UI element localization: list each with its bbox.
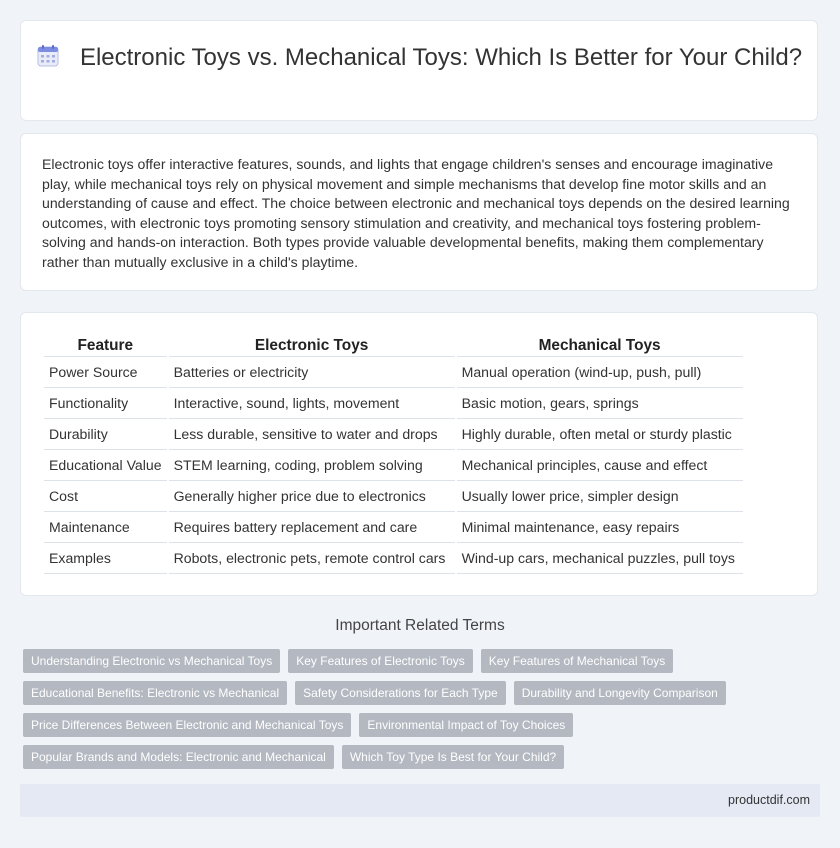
electronic-cell: Batteries or electricity: [169, 357, 455, 388]
mechanical-cell: Manual operation (wind-up, push, pull): [457, 357, 743, 388]
page-title-wrap: [21, 43, 817, 72]
comparison-card: [20, 312, 818, 596]
feature-cell: Cost: [44, 481, 167, 512]
comparison-table: [42, 333, 745, 574]
tag-row: [23, 745, 803, 769]
table-row: [44, 388, 743, 419]
mechanical-cell: Usually lower price, simpler design: [457, 481, 743, 512]
intro-card: [20, 133, 818, 291]
feature-cell: Functionality: [44, 388, 167, 419]
related-term-tag[interactable]: Which Toy Type Is Best for Your Child?: [342, 745, 564, 769]
related-term-tag[interactable]: Durability and Longevity Comparison: [514, 681, 726, 705]
feature-cell: Examples: [44, 543, 167, 574]
header-mechanical: Mechanical Toys: [457, 333, 743, 357]
page-title: Electronic Toys vs. Mechanical Toys: Which Is Better for Your Child?: [79, 44, 803, 71]
electronic-cell: Generally higher price due to electronics: [169, 481, 455, 512]
related-term-tag[interactable]: Safety Considerations for Each Type: [295, 681, 506, 705]
feature-cell: Maintenance: [44, 512, 167, 543]
related-term-tag[interactable]: Understanding Electronic vs Mechanical Toys: [23, 649, 280, 673]
electronic-cell: Less durable, sensitive to water and drops: [169, 419, 455, 450]
table-body: [44, 357, 743, 574]
calendar-icon: [36, 44, 60, 68]
electronic-cell: STEM learning, coding, problem solving: [169, 450, 455, 481]
header-feature: Feature: [44, 333, 167, 357]
table-header-row: [44, 333, 743, 357]
electronic-cell: Requires battery replacement and care: [169, 512, 455, 543]
table-row: [44, 450, 743, 481]
tag-row: [23, 713, 803, 737]
related-term-tag[interactable]: Key Features of Electronic Toys: [288, 649, 473, 673]
table-row: [44, 481, 743, 512]
mechanical-cell: Basic motion, gears, springs: [457, 388, 743, 419]
tag-row: [23, 649, 803, 673]
related-term-tag[interactable]: Price Differences Between Electronic and Mechanical Toys: [23, 713, 351, 737]
mechanical-cell: Highly durable, often metal or sturdy plastic: [457, 419, 743, 450]
related-terms-title: Important Related Terms: [335, 617, 505, 634]
related-term-tag[interactable]: Popular Brands and Models: Electronic and Mechanical: [23, 745, 334, 769]
related-term-tag[interactable]: Environmental Impact of Toy Choices: [359, 713, 573, 737]
mechanical-cell: Mechanical principles, cause and effect: [457, 450, 743, 481]
title-card: [20, 20, 818, 121]
mechanical-cell: Wind-up cars, mechanical puzzles, pull toys: [457, 543, 743, 574]
table-row: [44, 543, 743, 574]
footer-site[interactable]: productdif.com: [728, 793, 810, 807]
table-row: [44, 357, 743, 388]
footer: [20, 784, 820, 817]
mechanical-cell: Minimal maintenance, easy repairs: [457, 512, 743, 543]
related-term-tag[interactable]: Educational Benefits: Electronic vs Mechanical: [23, 681, 287, 705]
header-electronic: Electronic Toys: [169, 333, 455, 357]
feature-cell: Power Source: [44, 357, 167, 388]
related-term-tag[interactable]: Key Features of Mechanical Toys: [481, 649, 674, 673]
feature-cell: Educational Value: [44, 450, 167, 481]
tag-row: [23, 681, 803, 705]
feature-cell: Durability: [44, 419, 167, 450]
table-row: [44, 512, 743, 543]
intro-paragraph: Electronic toys offer interactive features, sounds, and lights that engage children's senses and encourage imaginative play, while mechanical toys rely on physical movement and simple mechanisms that develop fine motor skills and an understanding of cause and effect. The choice between electronic and mechanical toys depends on the desired learning outcomes, with electronic toys promoting sensory stimulation and creativity, and mechanical toys fostering problem-solving and hands-on interaction. Both types provide valuable developmental benefits, making them complementary rather than mutually exclusive in a child's playtime.: [42, 156, 790, 270]
electronic-cell: Interactive, sound, lights, movement: [169, 388, 455, 419]
related-terms-list: [23, 649, 803, 777]
table-row: [44, 419, 743, 450]
electronic-cell: Robots, electronic pets, remote control cars: [169, 543, 455, 574]
